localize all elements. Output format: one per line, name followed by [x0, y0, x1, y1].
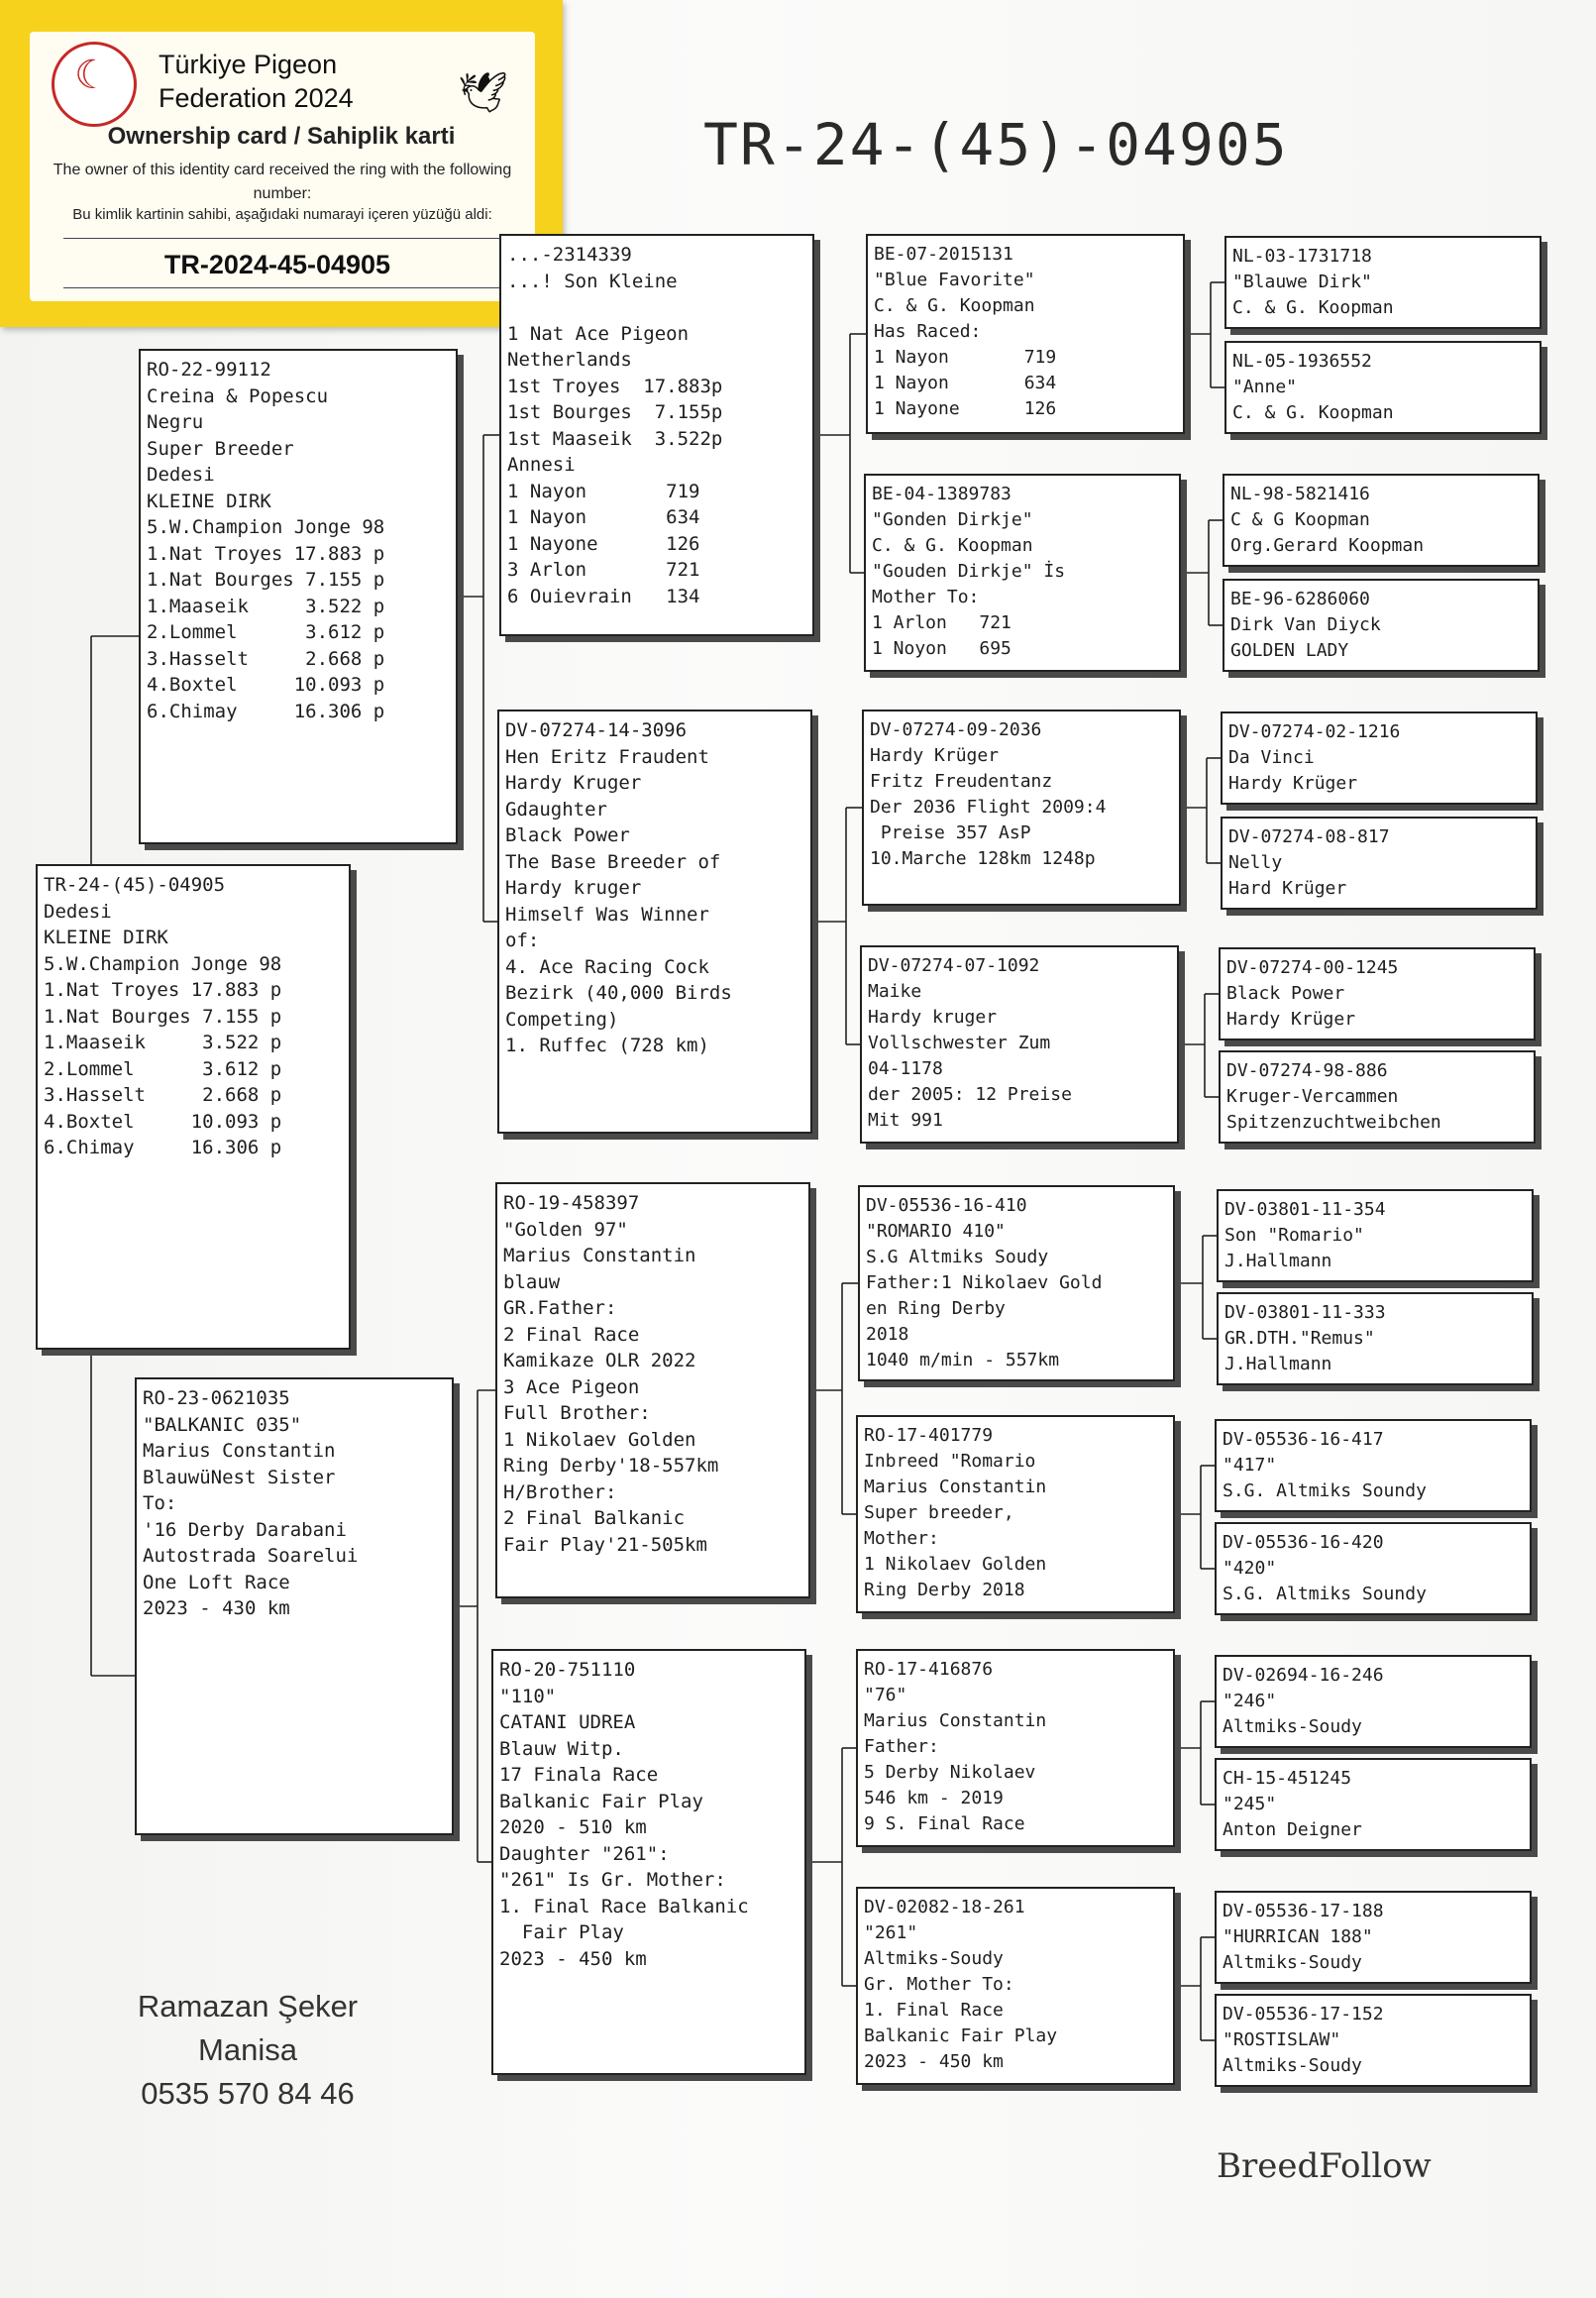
ring-number: DV-05536-16-420 — [1223, 1532, 1384, 1553]
pedigree-line: 1. Final Race — [864, 2000, 1004, 2021]
pedigree-line: Fair Play'21-505km — [503, 1533, 707, 1556]
pedigree-line: H/Brother: — [503, 1480, 617, 1503]
pedigree-line: 2.Lommel 3.612 p — [147, 621, 385, 643]
pedigree-line: C. & G. Koopman — [872, 535, 1033, 556]
pedigree-line: "261" Is Gr. Mother: — [499, 1869, 726, 1891]
pedigree-line: 1. Final Race Balkanic — [499, 1895, 749, 1917]
pedigree-line: "Blue Favorite" — [874, 270, 1035, 290]
pedigree-line: 3 Ace Pigeon — [503, 1375, 640, 1398]
pedigree-line: 5.W.Champion Jonge 98 — [147, 516, 385, 538]
ring-number: DV-07274-00-1245 — [1226, 957, 1399, 978]
owner-city: Manisa — [198, 2032, 297, 2067]
ring-number: DV-07274-09-2036 — [870, 719, 1042, 740]
ring-number: RO-20-751110 — [499, 1659, 636, 1681]
pedigree-line: "246" — [1223, 1691, 1277, 1711]
pedigree-line — [507, 294, 806, 321]
pedigree-line: "420" — [1223, 1558, 1277, 1579]
pedigree-line: 1 Nayon 634 — [874, 373, 1057, 393]
pedigree-line: Da Vinci — [1228, 747, 1315, 768]
card-description-en: The owner of this identity card received the ring with the following number: — [53, 162, 512, 202]
pedigree-line: Super breeder, — [864, 1502, 1014, 1523]
pedigree-line: Preise 357 AsP — [870, 822, 1031, 843]
card-heading: Ownership card / Sahiplik karti — [107, 123, 456, 150]
pedigree-line: Hardy Krüger — [1226, 1009, 1356, 1030]
pedigree-line: Hard Krüger — [1228, 878, 1347, 899]
pedigree-line: GOLDEN LADY — [1230, 640, 1349, 661]
ancestor-box — [1217, 1189, 1534, 1282]
ring-number: BE-96-6286060 — [1230, 589, 1370, 609]
ddd-box — [856, 1887, 1175, 2085]
ring-number: TR-24-(45)-04905 — [44, 874, 226, 896]
ancestor-box — [1221, 817, 1538, 910]
federation-line-2: Federation 2024 — [159, 83, 354, 113]
pedigree-line: Balkanic Fair Play — [864, 2025, 1058, 2046]
pedigree-line: 9 S. Final Race — [864, 1813, 1025, 1834]
pedigree-line: "ROSTISLAW" — [1223, 2029, 1341, 2050]
pedigree-line: 04-1178 — [868, 1058, 943, 1079]
ring-number: DV-07274-08-817 — [1228, 826, 1390, 847]
owner-name: Ramazan Şeker — [137, 1989, 359, 2024]
sire-box — [139, 349, 458, 844]
pedigree-line: To: — [143, 1492, 177, 1514]
ring-number: NL-03-1731718 — [1232, 246, 1372, 267]
pedigree-line: Nelly — [1228, 852, 1283, 873]
pedigree-line: Has Raced: — [874, 321, 982, 342]
pedigree-line: 3 Arlon 721 — [507, 559, 700, 581]
pedigree-line: en Ring Derby — [866, 1298, 1006, 1319]
ancestor-box — [1215, 1994, 1532, 2087]
ring-number: DV-03801-11-354 — [1224, 1199, 1386, 1220]
pedigree-line: 1 Nayon 634 — [507, 506, 700, 528]
pedigree-line: 2 Final Race — [503, 1323, 640, 1346]
pedigree-line: Competing) — [505, 1008, 619, 1031]
sss-box — [866, 234, 1185, 434]
pedigree-line: Vollschwester Zum — [868, 1033, 1051, 1053]
pedigree-line: C. & G. Koopman — [874, 295, 1035, 316]
ring-number: RO-19-458397 — [503, 1192, 640, 1214]
pedigree-line: C & G Koopman — [1230, 509, 1370, 530]
ring-number: BE-04-1389783 — [872, 484, 1011, 504]
pedigree-line: 2023 - 450 km — [864, 2051, 1004, 2072]
dam-dam-box — [491, 1649, 806, 2075]
pedigree-line: 2.Lommel 3.612 p — [44, 1057, 282, 1080]
ancestor-box — [1215, 1758, 1532, 1851]
pedigree-line: der 2005: 12 Preise — [868, 1084, 1072, 1105]
pedigree-line: GR.Father: — [503, 1297, 617, 1319]
pedigree-line: "261" — [864, 1922, 918, 1943]
pedigree-line: Daughter "261": — [499, 1842, 670, 1865]
pedigree-line: Dirk Van Diyck — [1230, 614, 1381, 635]
pedigree-line: "Gouden Dirkje" İs — [872, 561, 1066, 582]
dsd-box — [856, 1415, 1175, 1613]
pedigree-line: The Base Breeder of — [505, 850, 721, 873]
dss-box — [858, 1185, 1175, 1381]
ancestor-box — [1217, 1292, 1534, 1385]
pedigree-line: Son "Romario" — [1224, 1225, 1364, 1246]
pedigree-line: BlauwüNest Sister — [143, 1466, 336, 1488]
card-description-tr: Bu kimlik kartinin sahibi, aşağıdaki numarayi içeren yüzüğü aldi: — [72, 206, 492, 223]
pedigree-line: Balkanic Fair Play — [499, 1790, 703, 1812]
pedigree-line: 4. Ace Racing Cock — [505, 955, 709, 978]
pedigree-line: '16 Derby Darabani — [143, 1518, 347, 1541]
pedigree-line: 1.Nat Troyes 17.883 p — [44, 979, 282, 1001]
ancestor-box — [1215, 1891, 1532, 1984]
ancestor-box — [1223, 474, 1540, 567]
pedigree-line: 5 Derby Nikolaev — [864, 1762, 1036, 1783]
ancestor-box — [1215, 1522, 1532, 1615]
pedigree-line: "Gonden Dirkje" — [872, 509, 1033, 530]
ring-number: ...-2314339 — [507, 244, 632, 266]
pedigree-line: 17 Finala Race — [499, 1764, 659, 1786]
pedigree-line: 1.Nat Troyes 17.883 p — [147, 542, 385, 565]
pedigree-line: Dedesi — [147, 464, 215, 486]
pedigree-line: "Blauwe Dirk" — [1232, 272, 1372, 292]
pedigree-line: Hardy kruger — [868, 1007, 998, 1028]
pedigree-line: 1.Nat Bourges 7.155 p — [147, 569, 385, 591]
card-divider — [63, 287, 503, 288]
ssd-box — [864, 474, 1181, 672]
federation-emblem-icon — [52, 42, 137, 127]
pedigree-line: Hen Eritz Fraudent — [505, 745, 709, 768]
sire-sire-box — [499, 234, 814, 636]
ring-number: RO-22-99112 — [147, 359, 271, 381]
ancestor-box — [1223, 579, 1540, 672]
ancestor-box — [1224, 236, 1542, 329]
ring-number: CH-15-451245 — [1223, 1768, 1352, 1789]
ring-number: NL-98-5821416 — [1230, 484, 1370, 504]
pedigree-line: 546 km - 2019 — [864, 1788, 1004, 1808]
pedigree-line: 6.Chimay 16.306 p — [147, 700, 385, 722]
pedigree-line: Hardy Kruger — [505, 772, 642, 794]
pedigree-line: C. & G. Koopman — [1232, 402, 1394, 423]
ring-number: DV-07274-07-1092 — [868, 955, 1040, 976]
pedigree-line: "245" — [1223, 1794, 1277, 1814]
pedigree-line: 6 Ouievrain 134 — [507, 585, 700, 607]
pedigree-line: Father: — [864, 1736, 939, 1757]
pedigree-line: Kruger-Vercammen — [1226, 1086, 1399, 1107]
pedigree-line: Mother: — [864, 1528, 939, 1549]
pedigree-line: Full Brother: — [503, 1402, 651, 1424]
pedigree-line: Der 2036 Flight 2009:4 — [870, 797, 1107, 818]
pedigree-line: 1 Nikolaev Golden — [503, 1428, 696, 1451]
pedigree-line: of: — [505, 930, 540, 951]
sds-box — [862, 710, 1181, 906]
pedigree-line: Himself Was Winner — [505, 903, 709, 926]
pedigree-line: Altmiks-Soudy — [1223, 1716, 1362, 1737]
pedigree-line: Annesi — [507, 454, 576, 476]
pedigree-line: "76" — [864, 1685, 907, 1705]
dam-sire-box — [495, 1182, 810, 1598]
pedigree-line: 1.Nat Bourges 7.155 p — [44, 1005, 282, 1028]
pedigree-line: 5.W.Champion Jonge 98 — [44, 952, 282, 975]
pedigree-line: Altmiks-Soudy — [1223, 1952, 1362, 1973]
pedigree-line: 2018 — [866, 1324, 909, 1345]
pedigree-line: KLEINE DIRK — [147, 490, 271, 512]
pedigree-line: 3.Hasselt 2.668 p — [44, 1084, 282, 1106]
pedigree-line: Black Power — [505, 824, 630, 846]
pedigree-line: 1.Maaseik 3.522 p — [44, 1032, 282, 1053]
pedigree-line: "Golden 97" — [503, 1218, 628, 1241]
pedigree-line: 1 Nat Ace Pigeon — [507, 322, 690, 345]
ring-number: RO-17-401779 — [864, 1425, 994, 1446]
pedigree-line: 1 Arlon 721 — [872, 612, 1011, 633]
sdd-box — [860, 945, 1179, 1144]
federation-name — [159, 48, 354, 115]
pedigree-line: 1 Nikolaev Golden — [864, 1554, 1047, 1575]
pedigree-line: Autostrada Soarelui — [143, 1545, 359, 1567]
ancestor-box — [1221, 711, 1538, 805]
pedigree-line: 6.Chimay 16.306 p — [44, 1137, 282, 1158]
pedigree-line: Altmiks-Soudy — [864, 1948, 1004, 1969]
pedigree-line: Ring Derby 2018 — [864, 1580, 1025, 1600]
pedigree-line: 1 Nayon 719 — [507, 480, 700, 502]
ring-number: DV-07274-14-3096 — [505, 719, 688, 741]
ownership-card — [0, 0, 563, 327]
page-title: TR-24-(45)-04905 — [703, 111, 1289, 178]
ring-number: RO-23-0621035 — [143, 1387, 290, 1409]
pedigree-line: Super Breeder — [147, 437, 294, 460]
ring-number: DV-07274-98-886 — [1226, 1060, 1388, 1081]
pedigree-line: Father:1 Nikolaev Gold — [866, 1272, 1103, 1293]
sire-dam-box — [497, 710, 812, 1134]
pedigree-line: J.Hallmann — [1224, 1354, 1332, 1374]
pedigree-line: KLEINE DIRK — [44, 927, 168, 948]
pedigree-line: 1st Troyes 17.883p — [507, 375, 723, 397]
ring-number: DV-05536-17-152 — [1223, 2004, 1384, 2024]
card-divider — [63, 238, 503, 239]
ring-number: NL-05-1936552 — [1232, 351, 1372, 372]
ring-number: DV-07274-02-1216 — [1228, 721, 1401, 742]
pedigree-line: Dedesi — [44, 900, 112, 923]
ring-number: DV-02082-18-261 — [864, 1897, 1025, 1917]
ring-number: DV-05536-16-417 — [1223, 1429, 1384, 1450]
dam-box — [135, 1377, 454, 1835]
pedigree-line: 4.Boxtel 10.093 p — [44, 1110, 282, 1133]
pedigree-line: C. & G. Koopman — [1232, 297, 1394, 318]
ancestor-box — [1219, 947, 1536, 1040]
subject-box — [36, 864, 351, 1350]
ring-number: DV-02694-16-246 — [1223, 1665, 1384, 1686]
pedigree-line: S.G. Altmiks Soundy — [1223, 1480, 1427, 1501]
pedigree-line: 1st Bourges 7.155p — [507, 401, 723, 423]
pedigree-line: Mother To: — [872, 587, 980, 607]
card-ring-number: TR-2024-45-04905 — [163, 250, 391, 279]
pedigree-line: Ring Derby'18-557km — [503, 1455, 719, 1477]
owner-phone: 0535 570 84 46 — [141, 2076, 355, 2111]
pedigree-line: 1 Nayone 126 — [507, 532, 700, 555]
pedigree-line: 1. Ruffec (728 km) — [505, 1035, 709, 1056]
pedigree-line: Maike — [868, 981, 922, 1002]
pedigree-line: 1 Nayone 126 — [874, 398, 1057, 419]
owner-info — [119, 1985, 376, 2116]
ring-number: DV-05536-17-188 — [1223, 1901, 1384, 1921]
pedigree-line: Mit 991 — [868, 1110, 943, 1131]
pedigree-line: Netherlands — [507, 349, 632, 371]
pedigree-line: Fritz Freudentanz — [870, 771, 1053, 792]
pedigree-line: S.G Altmiks Soudy — [866, 1247, 1049, 1267]
pedigree-line: GR.DTH."Remus" — [1224, 1328, 1375, 1349]
pedigree-line: Org.Gerard Koopman — [1230, 535, 1425, 556]
ring-number: BE-07-2015131 — [874, 244, 1013, 265]
ancestor-box — [1215, 1655, 1532, 1748]
dds-box — [856, 1649, 1175, 1847]
pedigree-line: 3.Hasselt 2.668 p — [147, 647, 385, 670]
pedigree-line: 1.Maaseik 3.522 p — [147, 595, 385, 617]
pedigree-line: 4.Boxtel 10.093 p — [147, 674, 385, 696]
pedigree-line: J.Hallmann — [1224, 1251, 1332, 1271]
pedigree-line: Marius Constantin — [143, 1440, 336, 1462]
pedigree-line: One Loft Race — [143, 1571, 290, 1593]
ancestor-box — [1219, 1050, 1536, 1144]
pedigree-line: Blauw Witp. — [499, 1737, 624, 1760]
pedigree-line: Marius Constantin — [503, 1245, 696, 1266]
pedigree-line: Spitzenzuchtweibchen — [1226, 1112, 1441, 1133]
pedigree-line: Kamikaze OLR 2022 — [503, 1350, 696, 1371]
pedigree-line: 1040 m/min - 557km — [866, 1350, 1060, 1370]
pedigree-line: Anton Deigner — [1223, 1819, 1362, 1840]
pedigree-line: ...! Son Kleine — [507, 270, 678, 292]
pedigree-line: Fair Play — [499, 1921, 624, 1943]
pedigree-line: Gdaughter — [505, 798, 607, 821]
pedigree-line: "BALKANIC 035" — [143, 1413, 302, 1436]
pedigree-line: Hardy Krüger — [1228, 773, 1358, 794]
pedigree-line: "Anne" — [1232, 377, 1298, 397]
pedigree-line: Marius Constantin — [864, 1477, 1047, 1497]
pedigree-line: 2 Final Balkanic — [503, 1507, 686, 1529]
pedigree-line: 2023 - 450 km — [499, 1947, 647, 1970]
pedigree-line: 1st Maaseik 3.522p — [507, 427, 723, 450]
federation-line-1: Türkiye Pigeon — [159, 50, 338, 79]
pedigree-line: Gr. Mother To: — [864, 1974, 1014, 1995]
pedigree-line: Altmiks-Soudy — [1223, 2055, 1362, 2076]
pedigree-line: Marius Constantin — [864, 1710, 1047, 1731]
pedigree-line: Hardy Krüger — [870, 745, 1000, 766]
pedigree-line: 10.Marche 128km 1248p — [870, 848, 1096, 869]
pedigree-line: Inbreed "Romario — [864, 1451, 1036, 1472]
pedigree-line: 1 Nayon 719 — [874, 347, 1057, 368]
pedigree-line: Creina & Popescu — [147, 384, 329, 407]
pedigree-line: blauw — [503, 1270, 561, 1293]
pedigree-line: "110" — [499, 1685, 557, 1707]
ancestor-box — [1215, 1419, 1532, 1512]
pigeon-icon: 🕊 — [458, 71, 508, 115]
pedigree-line: 2020 - 510 km — [499, 1816, 647, 1838]
brand-logo: BreedFollow — [1217, 2146, 1432, 2186]
ring-number: DV-03801-11-333 — [1224, 1302, 1386, 1323]
ring-number: RO-17-416876 — [864, 1659, 994, 1680]
pedigree-line: Hardy kruger — [505, 877, 642, 899]
pedigree-line: Bezirk (40,000 Birds — [505, 982, 732, 1004]
pedigree-line: Black Power — [1226, 983, 1345, 1004]
pedigree-line: 1 Noyon 695 — [872, 638, 1011, 659]
ancestor-box — [1224, 341, 1542, 434]
ring-number: DV-05536-16-410 — [866, 1195, 1027, 1216]
pedigree-line: "HURRICAN 188" — [1223, 1926, 1373, 1947]
pedigree-line: "ROMARIO 410" — [866, 1221, 1006, 1242]
pedigree-line: S.G. Altmiks Soundy — [1223, 1584, 1427, 1604]
pedigree-line: CATANI UDREA — [499, 1711, 636, 1733]
pedigree-line: "417" — [1223, 1455, 1277, 1476]
pedigree-line: 2023 - 430 km — [143, 1597, 290, 1619]
pedigree-line: Negru — [147, 411, 204, 433]
